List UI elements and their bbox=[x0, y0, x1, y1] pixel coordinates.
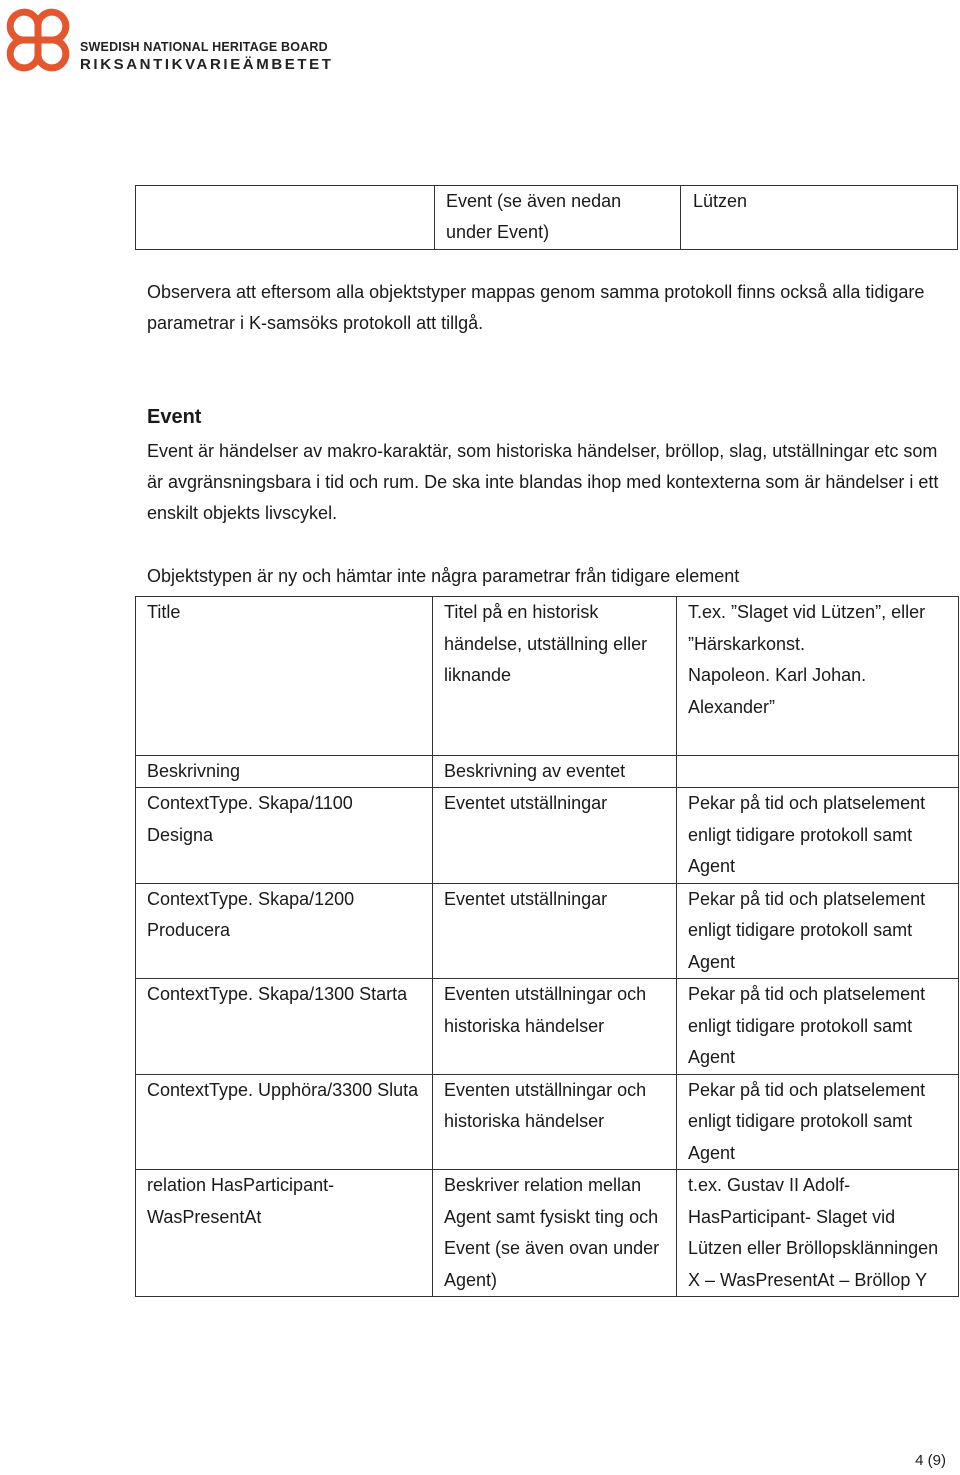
text-line: Designa bbox=[147, 824, 214, 845]
cell-spacer bbox=[688, 723, 950, 755]
text-line: ContextType. Skapa/1300 Starta bbox=[147, 984, 408, 1004]
top-table-cell-3: Lützen bbox=[693, 191, 748, 211]
table-cell-c2 bbox=[433, 1170, 677, 1297]
table-row bbox=[136, 597, 959, 756]
text-line: Event (se även nedan bbox=[446, 191, 622, 211]
table-row bbox=[136, 755, 959, 788]
text-line: Event är händelser av makro-karaktär, som historiska händelser, bröllop, slag, utställningar etc som bbox=[147, 441, 938, 461]
heritage-board-logo bbox=[0, 0, 340, 80]
text-line: Agent bbox=[688, 1142, 736, 1163]
text-line: liknande bbox=[444, 665, 512, 685]
text-line: Agent bbox=[688, 951, 736, 972]
text-line: ContextType. Upphöra/3300 Sluta bbox=[147, 1079, 419, 1100]
text-line: ContextType. Skapa/1200 bbox=[147, 888, 355, 909]
table-cell-c1 bbox=[136, 1074, 433, 1170]
text-line: Lützen eller Bröllopsklänningen bbox=[688, 1238, 939, 1258]
table-cell-c3 bbox=[677, 597, 959, 756]
top-table bbox=[135, 185, 958, 250]
text-line: Agent bbox=[688, 856, 736, 876]
table-cell-c1 bbox=[136, 755, 433, 788]
text-line: X – WasPresentAt – Bröllop Y bbox=[688, 1269, 928, 1290]
section-heading: Event bbox=[147, 406, 202, 428]
text-line: enligt tidigare protokoll samt bbox=[688, 1015, 913, 1036]
text-line: enligt tidigare protokoll samt bbox=[688, 920, 913, 940]
text-line: Observera att eftersom alla objektstyper mappas genom samma protokoll finns också alla tidigare bbox=[147, 282, 925, 302]
text-line: Event (se även ovan under bbox=[444, 1238, 660, 1258]
text-line: relation HasParticipant- bbox=[147, 1175, 335, 1195]
table-cell-c1 bbox=[136, 979, 433, 1075]
paragraph-event-description bbox=[147, 436, 952, 529]
top-table-cell-1 bbox=[136, 186, 435, 249]
table-row bbox=[136, 1074, 959, 1170]
text-line: historiska händelser bbox=[444, 1111, 605, 1131]
table-cell-c2 bbox=[433, 883, 677, 979]
table-cell-c3 bbox=[677, 1074, 959, 1170]
table-cell-c1 bbox=[136, 788, 433, 884]
parameter-table bbox=[135, 596, 959, 1297]
text-line: Agent samt fysiskt ting och bbox=[444, 1206, 659, 1227]
text-line: Producera bbox=[147, 920, 231, 940]
text-line: t.ex. Gustav II Adolf- bbox=[688, 1175, 851, 1195]
text-line: Pekar på tid och platselement bbox=[688, 984, 926, 1004]
table-cell-c2 bbox=[433, 597, 677, 756]
text-line: händelse, utställning eller bbox=[444, 633, 648, 654]
text-line: Beskriver relation mellan bbox=[444, 1175, 642, 1195]
logo-mark-icon bbox=[2, 4, 74, 76]
text-line: HasParticipant- Slaget vid bbox=[688, 1206, 896, 1227]
text-line: enskilt objekts livscykel. bbox=[147, 503, 338, 523]
text-line: Eventet utställningar bbox=[444, 888, 608, 909]
table-row bbox=[136, 1170, 959, 1297]
table-cell-c2 bbox=[433, 788, 677, 884]
text-line: Eventen utställningar och bbox=[444, 984, 647, 1004]
table-cell-c2 bbox=[433, 979, 677, 1075]
text-line bbox=[688, 756, 950, 788]
logo-name-english: SWEDISH NATIONAL HERITAGE BOARD bbox=[80, 40, 328, 54]
text-line: Agent bbox=[688, 1047, 736, 1067]
table-cell-c1 bbox=[136, 1170, 433, 1297]
table-cell-c3 bbox=[677, 788, 959, 884]
logo-name-swedish: RIKSANTIKVARIEÄMBETET bbox=[80, 56, 334, 73]
text-line: under Event) bbox=[446, 222, 550, 242]
text-line: Eventet utställningar bbox=[444, 793, 608, 813]
text-line: Beskrivning bbox=[147, 760, 241, 781]
table-cell-c3 bbox=[677, 979, 959, 1075]
text-line: Alexander” bbox=[688, 696, 776, 717]
text-line: Pekar på tid och platselement bbox=[688, 888, 926, 909]
text-line: T.ex. ”Slaget vid Lützen”, eller bbox=[688, 602, 926, 622]
table-cell-c3 bbox=[677, 755, 959, 788]
text-line: Pekar på tid och platselement bbox=[688, 1079, 926, 1100]
table-row bbox=[136, 979, 959, 1075]
paragraph-object-type: Objektstypen är ny och hämtar inte några parametrar från tidigare element bbox=[147, 566, 740, 586]
table-cell-c3 bbox=[677, 883, 959, 979]
table-row bbox=[136, 883, 959, 979]
text-line: ContextType. Skapa/1100 bbox=[147, 793, 353, 813]
text-line: parametrar i K-samsöks protokoll att tillgå. bbox=[147, 313, 484, 333]
text-line: Eventen utställningar och bbox=[444, 1079, 647, 1100]
table-cell-c2 bbox=[433, 755, 677, 788]
top-table-cell-2 bbox=[434, 186, 681, 249]
text-line: Title bbox=[147, 602, 181, 622]
text-line: WasPresentAt bbox=[147, 1206, 262, 1227]
page-number: 4 (9) bbox=[915, 1452, 946, 1469]
text-line: ”Härskarkonst. bbox=[688, 633, 806, 654]
text-line: Pekar på tid och platselement bbox=[688, 793, 926, 813]
table-cell-c2 bbox=[433, 1074, 677, 1170]
text-line: historiska händelser bbox=[444, 1015, 605, 1036]
text-line: Napoleon. Karl Johan. bbox=[688, 665, 867, 685]
table-cell-c1 bbox=[136, 597, 433, 756]
table-cell-c1 bbox=[136, 883, 433, 979]
text-line: Agent) bbox=[444, 1269, 498, 1290]
text-line: Titel på en historisk bbox=[444, 602, 599, 622]
text-line: enligt tidigare protokoll samt bbox=[688, 824, 913, 845]
text-line: enligt tidigare protokoll samt bbox=[688, 1111, 913, 1131]
table-cell-c3 bbox=[677, 1170, 959, 1297]
text-line: är avgränsningsbara i tid och rum. De ska inte blandas ihop med kontexterna som är händelser i ett bbox=[147, 472, 939, 492]
paragraph-note bbox=[147, 277, 952, 339]
text-line: Beskrivning av eventet bbox=[444, 760, 626, 781]
table-row bbox=[136, 788, 959, 884]
